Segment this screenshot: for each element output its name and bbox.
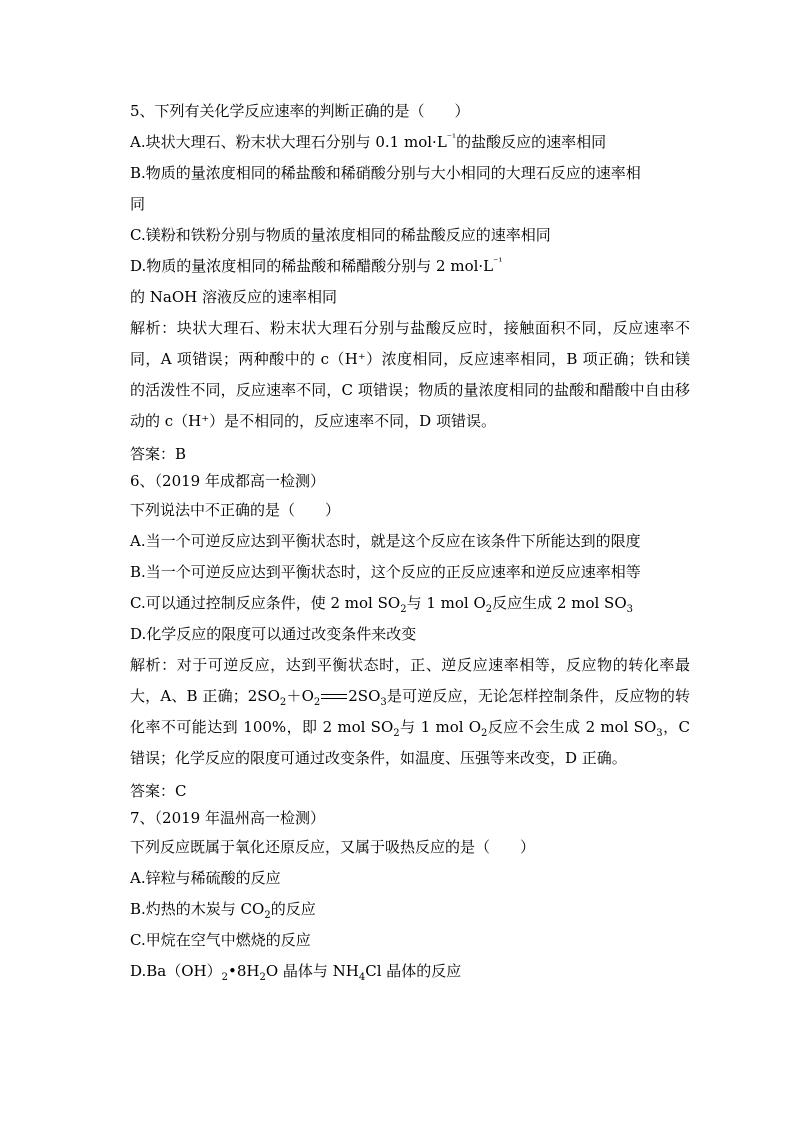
question-7 [130,805,690,987]
q7-option-a: A.锌粒与稀硫酸的反应 [130,869,281,887]
q5-stem: 5、下列有关化学反应速率的判断正确的是（ ） [130,102,470,120]
document-page [130,96,690,987]
q7-option-b: B.灼热的木炭与 $CO_2$的反应 [130,900,316,921]
q7-option-c: C.甲烷在空气中燃烧的反应 [130,931,311,949]
q6-analysis: 解析：对于可逆反应，达到平衡状态时，正、逆反应速率相等，反应物的转化率最大，A、B 正确；$2SO_2+O_2$ $2SO_3$是可逆反应，无论怎样控制条件，反应物的转化率不可能达到 100%，即 2 mol $SO_2$与 1 mol $O_2$反应不会生成 2 mol $SO_3$，C 错误；化学反应的限度可通过改变条件，如温度、压强等来改变，D 正确。 [130,656,690,767]
equilibrium-arrow-icon [321,693,347,701]
q5-option-a: A.块状大理石、粉末状大理石分别与 0.1 $mol\cdot L^{^{-1}}$的盐酸反应的速率相同 [130,133,607,151]
q6-option-a: A.当一个可逆反应达到平衡状态时，就是这个反应在该条件下所能达到的限度 [130,532,641,550]
q6-stem: 下列说法中不正确的是（ ） [130,501,341,519]
q5-answer: 答案：B [130,445,187,463]
question-5 [130,96,690,468]
q6-option-b: B.当一个可逆反应达到平衡状态时，这个反应的正反应速率和逆反应速率相等 [130,563,641,581]
q5-analysis: 解析：块状大理石、粉末状大理石分别与盐酸反应时，接触面积不同，反应速率不同，A 项错误；两种酸中的 c（H⁺）浓度相同，反应速率相同，B 项正确；铁和镁的活泼性不同，反应速率不同，C 项错误；物质的量浓度相同的盐酸和醋酸中自由移动的 c（H⁺）是不相同的，反应速率不同，D 项错误。 [130,319,690,430]
q6-source: 6、（2019 年成都高一检测） [130,472,325,490]
q5-option-d-cont: 的 NaOH 溶液反应的速率相同 [130,288,337,306]
q6-answer: 答案：C [130,782,187,800]
question-6 [130,468,690,805]
q5-option-b-cont: 同 [130,195,146,213]
q7-option-d: $D.Ba(OH)_2•8H_2O$ 晶体与 $NH_4Cl$ 晶体的反应 [130,962,462,983]
q5-option-b: B.物质的量浓度相同的稀盐酸和稀硝酸分别与大小相同的大理石反应的速率相 [130,164,641,182]
q5-option-c: C.镁粉和铁粉分别与物质的量浓度相同的稀盐酸反应的速率相同 [130,226,551,244]
q7-stem: 下列反应既属于氧化还原反应，又属于吸热反应的是（ ） [130,838,536,856]
q7-source: 7、（2019 年温州高一检测） [130,809,325,827]
q5-option-d: D.物质的量浓度相同的稀盐酸和稀醋酸分别与 2 $mol\cdot L^{^{-1}}$ [130,257,503,275]
q6-option-c: C.可以通过控制反应条件，使 2 mol $SO_2$与 1 mol $O_2$反应生成 2 mol $SO_3$ [130,594,633,615]
q6-option-d: D.化学反应的限度可以通过改变条件来改变 [130,625,417,643]
